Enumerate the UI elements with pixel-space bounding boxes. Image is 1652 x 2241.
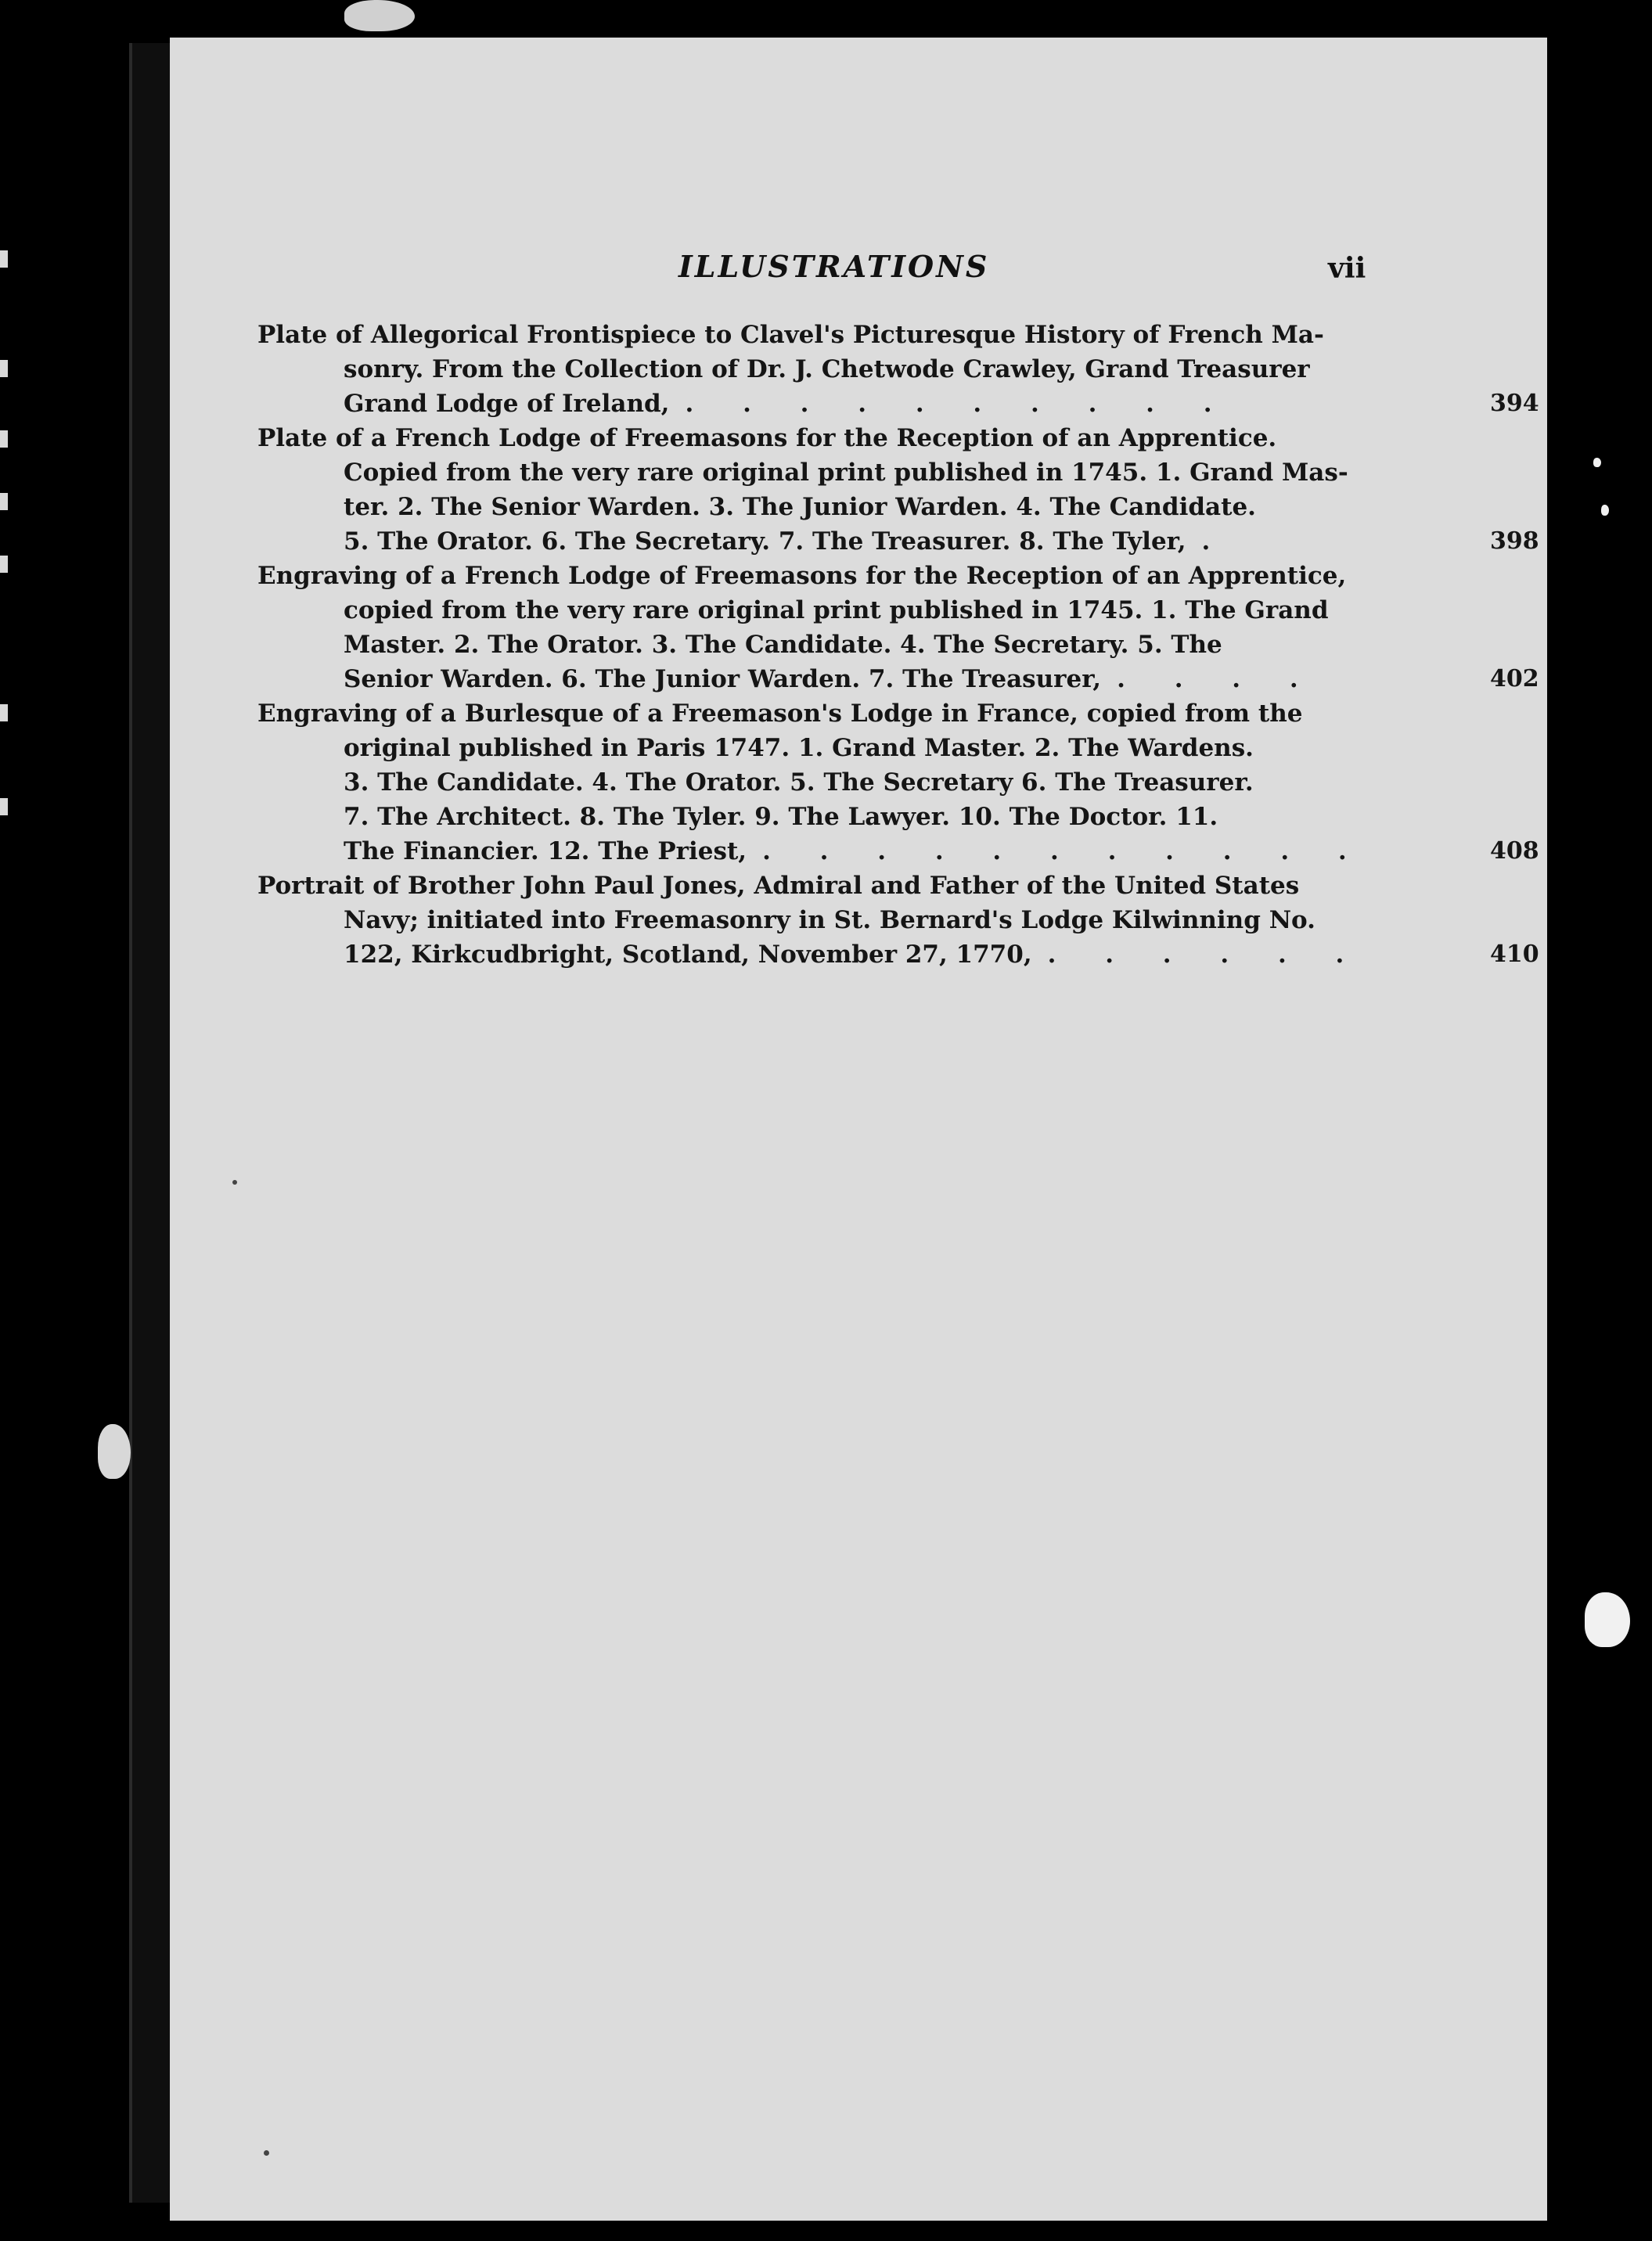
entry-line: 5. The Orator. 6. The Secretary. 7. The Treasurer. 8. The Tyler, . 398: [257, 524, 1447, 559]
page-number: vii: [1328, 252, 1366, 285]
list-item: [257, 318, 1539, 421]
entry-line: sonry. From the Collection of Dr. J. Chetwode Crawley, Grand Treasurer: [344, 355, 1310, 383]
illustrations-list: [257, 318, 1539, 972]
scan-blemish: [1601, 505, 1609, 516]
entry-line: Master. 2. The Orator. 3. The Candidate. 4. The Secretary. 5. The: [344, 631, 1222, 659]
entry-line: 7. The Architect. 8. The Tyler. 9. The Lawyer. 10. The Doctor. 11.: [344, 803, 1218, 831]
running-title: ILLUSTRATIONS: [678, 249, 990, 284]
list-item: [257, 696, 1539, 869]
dot-leaders: . . . .: [1117, 665, 1319, 693]
page-reference: 398: [1490, 527, 1539, 555]
scan-blemish: [344, 0, 415, 31]
entry-line: 3. The Candidate. 4. The Orator. 5. The Secretary 6. The Treasurer.: [344, 768, 1254, 797]
page-reference: 408: [1490, 837, 1539, 865]
entry-line: Grand Lodge of Ireland, . . . . . . . . . . 394: [257, 387, 1447, 421]
entry-line: 122, Kirkcudbright, Scotland, November 27, 1770, . . . . . . 410: [257, 937, 1447, 972]
entry-line: Portrait of Brother John Paul Jones, Admiral and Father of the United States: [257, 872, 1300, 900]
entry-line: Engraving of a Burlesque of a Freemason's Lodge in France, copied from the: [257, 700, 1303, 728]
dot-leaders: .: [1201, 527, 1231, 556]
entry-line: Navy; initiated into Freemasonry in St. Bernard's Lodge Kilwinning No.: [344, 906, 1315, 934]
scan-speck: [232, 1180, 237, 1185]
page-reference: 410: [1490, 941, 1539, 968]
entry-line: Plate of a French Lodge of Freemasons for the Reception of an Apprentice.: [257, 424, 1277, 452]
page-header: [170, 249, 1547, 296]
facing-page-edge: [0, 203, 23, 1612]
book-spine: [129, 43, 175, 2203]
entry-line: The Financier. 12. The Priest, . . . . . . . . . . . 408: [257, 834, 1447, 869]
entry-line: Engraving of a French Lodge of Freemasons for the Reception of an Apprentice,: [257, 562, 1347, 590]
list-item: [257, 869, 1539, 972]
entry-line: ter. 2. The Senior Warden. 3. The Junior Warden. 4. The Candidate.: [344, 493, 1256, 521]
entry-line: Senior Warden. 6. The Junior Warden. 7. The Treasurer, . . . . 402: [257, 662, 1447, 696]
scan-blemish: [1585, 1592, 1630, 1647]
book-page: [170, 38, 1547, 2221]
entry-line: original published in Paris 1747. 1. Grand Master. 2. The Wardens.: [344, 734, 1254, 762]
list-item: [257, 421, 1539, 559]
page-reference: 394: [1490, 390, 1539, 417]
dot-leaders: . . . . . .: [1047, 941, 1365, 969]
dot-leaders: . . . . . . . . . .: [685, 390, 1233, 418]
entry-line: Plate of Allegorical Frontispiece to Clavel's Picturesque History of French Ma-: [257, 321, 1324, 349]
page-reference: 402: [1490, 665, 1539, 692]
entry-line: Copied from the very rare original print published in 1745. 1. Grand Mas-: [344, 459, 1348, 487]
scan-speck: [264, 2150, 269, 2156]
list-item: [257, 559, 1539, 696]
dot-leaders: . . . . . . . . . . .: [762, 837, 1367, 865]
scan-blemish: [98, 1424, 131, 1479]
scan-blemish: [1593, 458, 1601, 467]
entry-line: copied from the very rare original print published in 1745. 1. The Grand: [344, 596, 1329, 624]
